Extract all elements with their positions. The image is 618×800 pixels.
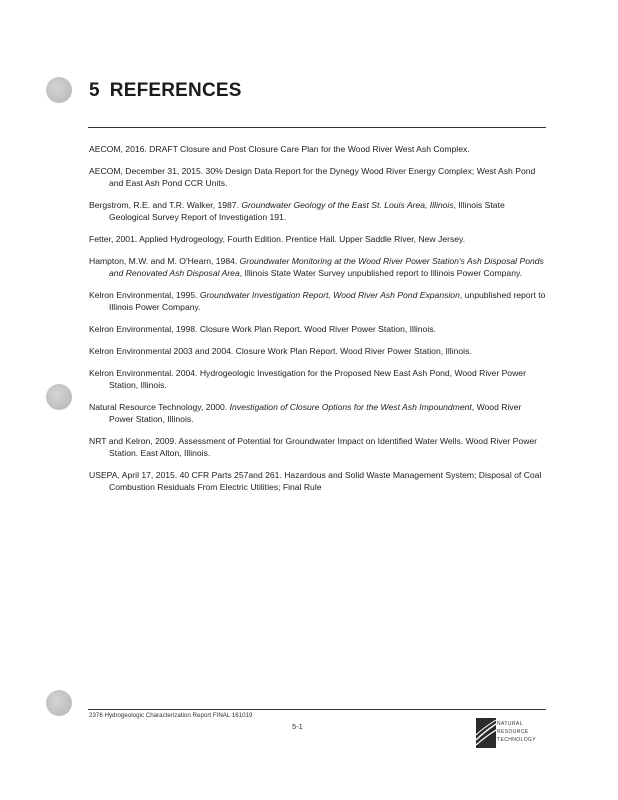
section-title: REFERENCES <box>109 80 242 101</box>
reference-text: , Illinois State Water Survey unpublished report to Illinois Power Company. <box>239 268 523 278</box>
reference-entry <box>89 367 547 391</box>
reference-entry <box>89 469 547 493</box>
reference-text: AECOM, 2016. DRAFT Closure and Post Closure Care Plan for the Wood River West Ash Complex. <box>89 144 470 154</box>
reference-entry <box>89 289 547 313</box>
reference-text: Kelron Environmental, 1998. Closure Work Plan Report. Wood River Power Station, Illinois. <box>89 324 436 334</box>
section-number: 5 <box>89 80 100 101</box>
logo-line-1: NATURAL <box>497 721 523 727</box>
binder-hole-top <box>46 77 72 103</box>
footer-rule <box>88 709 546 710</box>
reference-title: Groundwater Monitoring at the Wood River Power Station's Ash Disposal Ponds and Renovated Ash Disposal Area <box>109 256 544 278</box>
reference-text: , Wood River Power Station, Illinois. <box>109 402 522 424</box>
reference-text: AECOM, December 31, 2015. 30% Design Data Report for the Dynegy Wood River Energy Complex; West Ash Pond and East Ash Pond CCR Units. <box>89 166 536 188</box>
reference-text: NRT and Kelron, 2009. Assessment of Potential for Groundwater Impact on Identified Water Wells. Wood River Power Station. East Alton, Illinois. <box>89 436 538 458</box>
binder-hole-bottom <box>46 690 72 716</box>
logo-line-3: TECHNOLOGY <box>497 737 537 743</box>
reference-text: , Illinois State Geological Survey Report of Investigation 191. <box>109 200 505 222</box>
reference-text: Bergstrom, R.E. and T.R. Walker, 1987. <box>89 200 242 210</box>
reference-title: Groundwater Investigation Report, Wood River Ash Pond Expansion <box>199 290 460 300</box>
reference-entry <box>89 165 547 189</box>
reference-text: Kelron Environmental, 1995. <box>89 290 200 300</box>
reference-entry <box>89 143 547 155</box>
reference-text: Hampton, M.W. and M. O'Hearn, 1984. <box>89 256 240 266</box>
reference-text: Kelron Environmental. 2004. Hydrogeologic Investigation for the Proposed New East Ash Pond, Wood River Power Station, Illinois. <box>89 368 526 390</box>
binder-hole-middle <box>46 384 72 410</box>
reference-title: Groundwater Geology of the East St. Louis Area, Illinois <box>241 200 454 210</box>
reference-text: Kelron Environmental 2003 and 2004. Closure Work Plan Report. Wood River Power Station, Illinois. <box>89 346 472 356</box>
reference-entry <box>89 199 547 223</box>
reference-entry <box>89 233 547 245</box>
reference-text: , unpublished report to Illinois Power Company. <box>109 290 546 312</box>
heading-rule <box>88 127 546 128</box>
reference-entry <box>89 345 547 357</box>
reference-title: Investigation of Closure Options for the West Ash Impoundment <box>229 402 472 412</box>
reference-entry <box>89 255 547 279</box>
reference-entry <box>89 323 547 335</box>
reference-text: USEPA, April 17, 2015. 40 CFR Parts 257and 261. Hazardous and Solid Waste Management System; Disposal of Coal Combustion Residuals From Electric Utilities; Final Rule <box>89 470 542 492</box>
logo-swoosh-icon <box>476 718 496 748</box>
reference-list <box>89 143 547 503</box>
section-heading <box>89 80 242 102</box>
logo-text <box>497 720 536 744</box>
reference-text: Fetter, 2001. Applied Hydrogeology, Fourth Edition. Prentice Hall. Upper Saddle River, New Jersey. <box>89 234 466 244</box>
reference-entry <box>89 435 547 459</box>
page-number: 5-1 <box>292 722 303 731</box>
footer-document-title: 2376 Hydrogeologic Characterization Report FINAL 161019 <box>89 712 253 719</box>
reference-text: Natural Resource Technology, 2000. <box>89 402 230 412</box>
company-logo <box>476 716 546 750</box>
reference-entry <box>89 401 547 425</box>
logo-line-2: RESOURCE <box>497 729 529 735</box>
